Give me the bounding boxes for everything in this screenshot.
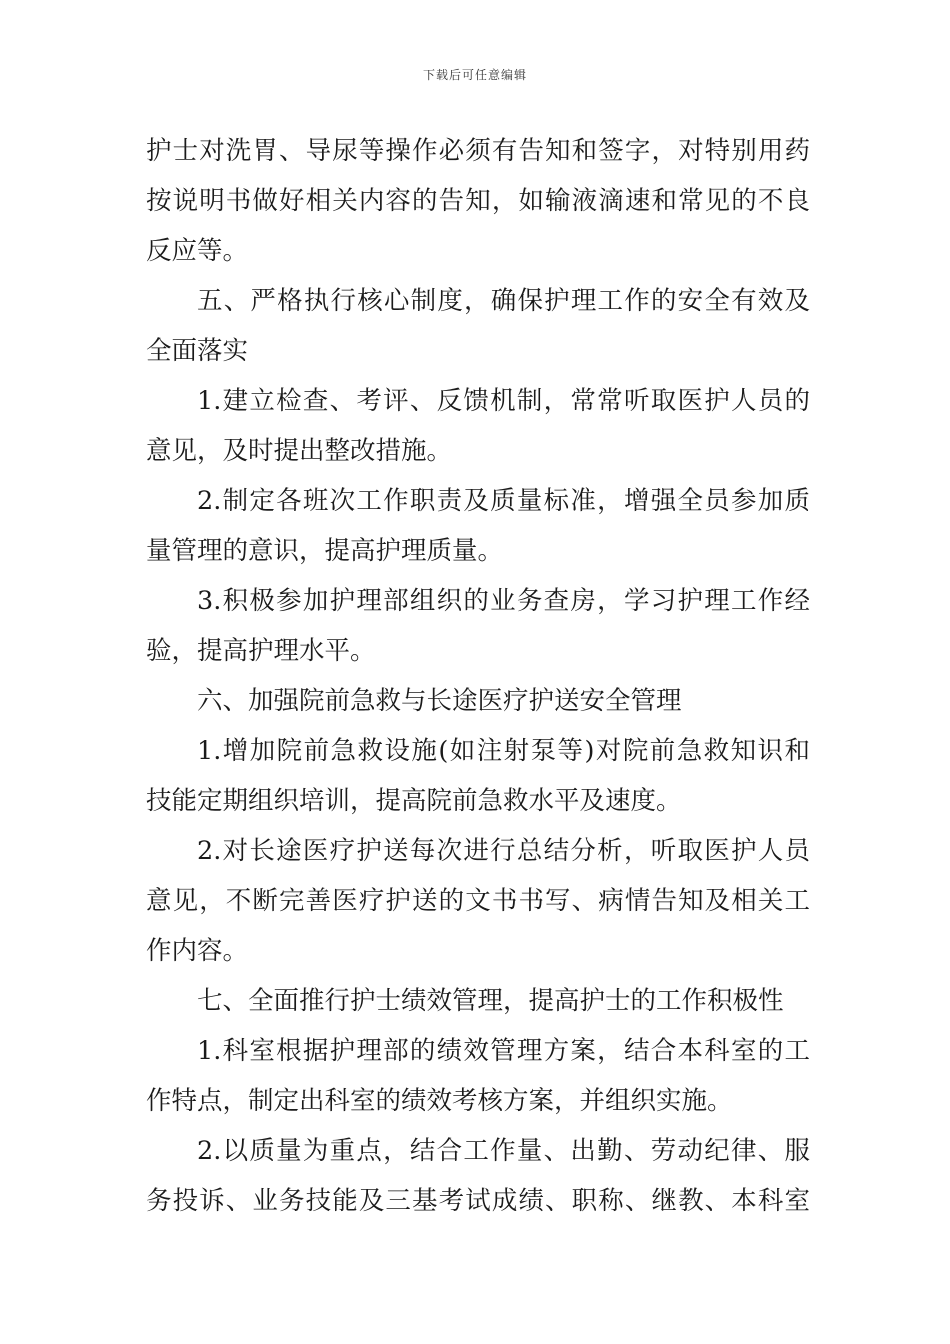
text-line: 1.建立检查、考评、反馈机制，常常听取医护人员的 <box>197 386 810 416</box>
text-line: 量管理的意识，提高护理质量。 <box>146 536 504 566</box>
list-item <box>146 476 810 576</box>
text-line: 五、严格执行核心制度，确保护理工作的安全有效及 <box>197 286 810 316</box>
text-line: 验，提高护理水平。 <box>146 636 376 666</box>
list-item <box>146 1026 810 1126</box>
text-line: 1.科室根据护理部的绩效管理方案，结合本科室的工 <box>197 1036 810 1066</box>
text-line: 2.对长途医疗护送每次进行总结分析，听取医护人员 <box>197 836 810 866</box>
document-body <box>146 126 810 1226</box>
section-heading-7 <box>146 976 810 1026</box>
list-item <box>146 376 810 476</box>
text-line: 全面落实 <box>146 336 249 366</box>
text-line: 务投诉、业务技能及三基考试成绩、职称、继教、本科室 <box>146 1186 810 1216</box>
text-line: 作特点，制定出科室的绩效考核方案，并组织实施。 <box>146 1086 733 1116</box>
page-header: 下载后可任意编辑 <box>422 68 527 82</box>
text-line: 七、全面推行护士绩效管理，提高护士的工作积极性 <box>197 986 784 1016</box>
section-heading-5 <box>146 276 810 376</box>
text-line: 意见，及时提出整改措施。 <box>146 436 453 466</box>
text-line: 六、加强院前急救与长途医疗护送安全管理 <box>197 686 682 716</box>
paragraph <box>146 126 810 276</box>
text-line: 3.积极参加护理部组织的业务查房，学习护理工作经 <box>197 586 810 616</box>
list-item <box>146 1126 810 1226</box>
text-line: 反应等。 <box>146 236 249 266</box>
list-item <box>146 826 810 976</box>
section-heading-6 <box>146 676 810 726</box>
list-item <box>146 576 810 676</box>
list-item <box>146 726 810 826</box>
text-line: 2.制定各班次工作职责及质量标准，增强全员参加质 <box>197 486 810 516</box>
text-line: 技能定期组织培训，提高院前急救水平及速度。 <box>146 786 682 816</box>
text-line: 意见，不断完善医疗护送的文书书写、病情告知及相关工 <box>146 886 810 916</box>
text-line: 按说明书做好相关内容的告知，如输液滴速和常见的不良 <box>146 186 810 216</box>
text-line: 作内容。 <box>146 936 249 966</box>
text-line: 2.以质量为重点，结合工作量、出勤、劳动纪律、服 <box>197 1136 810 1166</box>
text-line: 1.增加院前急救设施(如注射泵等)对院前急救知识和 <box>197 736 810 766</box>
text-line: 护士对洗胃、导尿等操作必须有告知和签字，对特别用药 <box>146 136 810 166</box>
